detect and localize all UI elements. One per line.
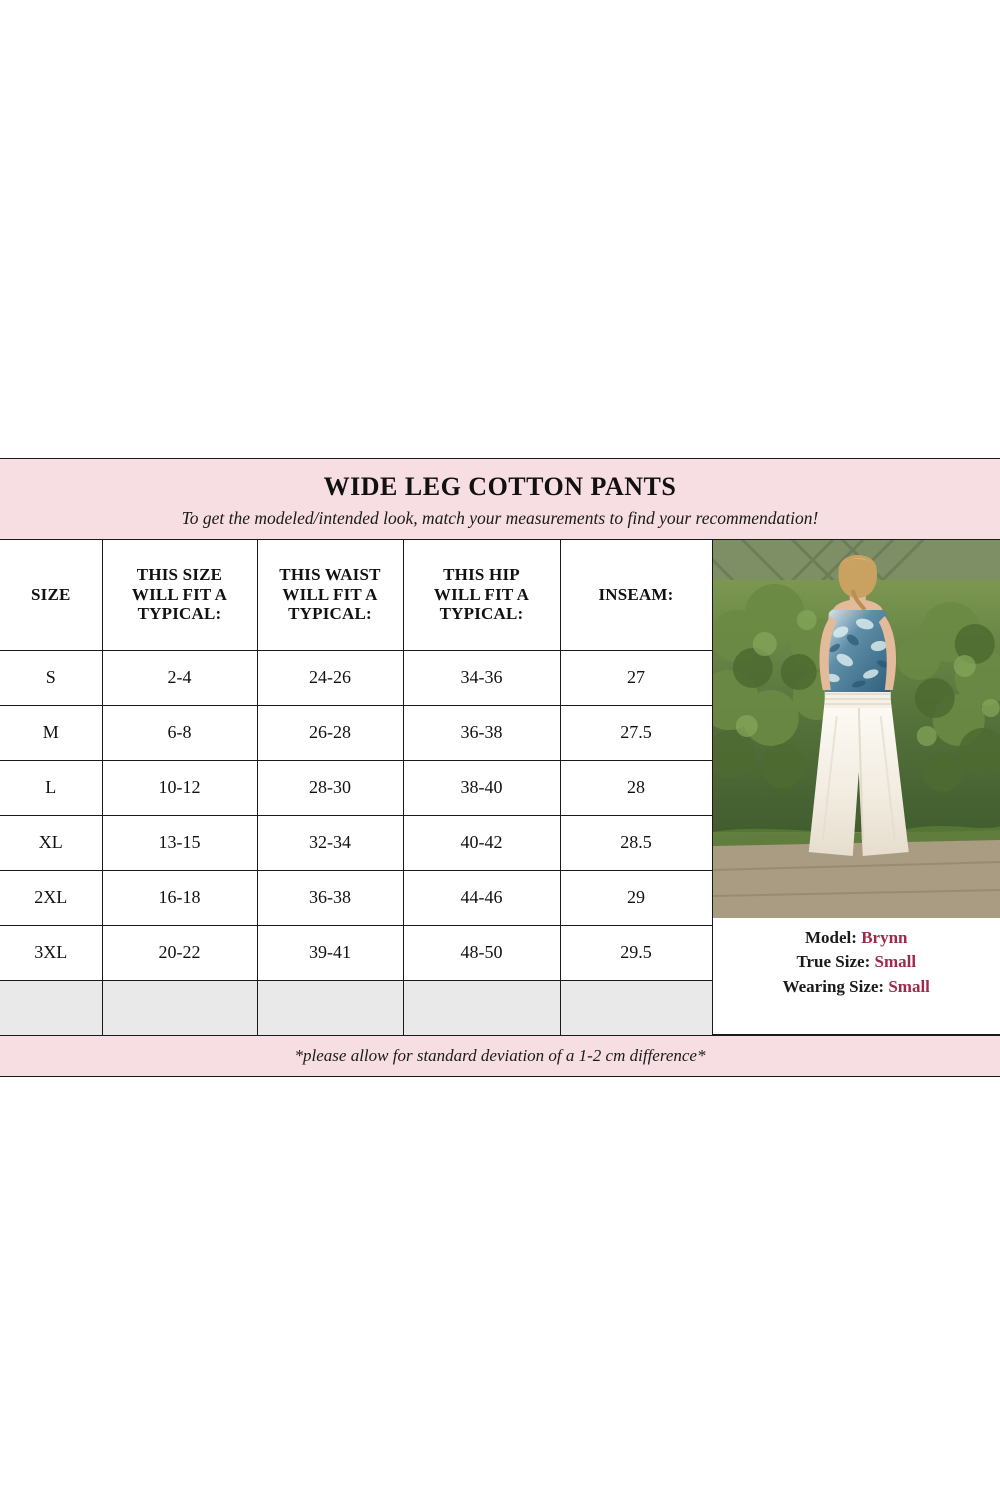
cell-hip: 34-36 [403,650,560,705]
cell-size: 2XL [0,870,102,925]
cell-fit-size: 16-18 [102,870,257,925]
table-row [0,925,712,980]
cell-inseam: 27.5 [560,705,712,760]
model-true-size-value: Small [874,952,917,972]
model-photo-illustration [713,540,1000,918]
column-header-fit-hip-line3: TYPICAL: [439,604,524,624]
cell-inseam: 27 [560,650,712,705]
table-header-row [0,540,712,651]
column-header-fit-size [102,540,257,651]
column-header-fit-waist-line1: THIS WAIST [279,565,381,585]
cell-size: 3XL [0,925,102,980]
column-header-fit-waist-line3: TYPICAL: [288,604,372,624]
model-name-value: Brynn [861,927,908,947]
size-chart-card [0,458,1000,1077]
model-true-size-line [719,950,995,975]
model-wearing-size-value: Small [888,976,930,996]
column-header-fit-hip-line1: THIS HIP [443,565,520,585]
column-header-fit-size-line1: THIS SIZE [136,565,223,585]
table-row [0,760,712,815]
column-header-inseam-label: INSEAM: [598,584,674,604]
cell-waist: 28-30 [257,760,403,815]
cell-size: M [0,705,102,760]
cell-fit-size: 2-4 [102,650,257,705]
cell-size: S [0,650,102,705]
column-header-fit-waist-line2: WILL FIT A [282,584,378,604]
table-row [0,650,712,705]
column-header-size [0,540,102,651]
table-header-row-group [0,540,712,651]
cell-hip: 48-50 [403,925,560,980]
cell-hip: 36-38 [403,705,560,760]
filler-cell [102,980,257,1035]
model-wearing-size-line [719,975,995,1000]
table-row [0,870,712,925]
column-header-size-label: SIZE [30,584,71,604]
filler-cell [257,980,403,1035]
page-title: WIDE LEG COTTON PANTS [323,472,677,501]
size-chart-table [0,540,713,1035]
cell-hip: 40-42 [403,815,560,870]
cell-waist: 36-38 [257,870,403,925]
table-filler-row [0,980,712,1035]
cell-waist: 24-26 [257,650,403,705]
cell-size: XL [0,815,102,870]
cell-fit-size: 6-8 [102,705,257,760]
column-header-fit-size-line3: TYPICAL: [137,604,222,624]
model-true-size-label: True Size: [796,952,871,972]
cell-waist: 26-28 [257,705,403,760]
cell-waist: 32-34 [257,815,403,870]
cell-inseam: 28.5 [560,815,712,870]
cell-fit-size: 10-12 [102,760,257,815]
model-name-line [719,926,995,951]
model-photo [713,540,1000,918]
column-header-fit-waist [257,540,403,651]
column-header-fit-hip-line2: WILL FIT A [433,584,530,604]
cell-inseam: 28 [560,760,712,815]
filler-cell [403,980,560,1035]
table-body [0,650,712,1035]
model-caption [713,918,1000,1034]
table-row [0,705,712,760]
model-wearing-size-label: Wearing Size: [782,976,885,996]
cell-hip: 44-46 [403,870,560,925]
chart-body [0,540,1000,1035]
table-row [0,815,712,870]
filler-cell [560,980,712,1035]
model-panel [713,540,1000,1035]
column-header-fit-hip [403,540,560,651]
cell-hip: 38-40 [403,760,560,815]
cell-waist: 39-41 [257,925,403,980]
column-header-inseam [560,540,712,651]
cell-inseam: 29 [560,870,712,925]
chart-footer-note: *please allow for standard deviation of a 1-2 cm difference* [0,1035,1000,1076]
cell-fit-size: 20-22 [102,925,257,980]
model-name-label: Model: [805,927,857,947]
filler-cell [0,980,102,1035]
chart-subtitle: To get the modeled/intended look, match your measurements to find your recommendation! [181,507,819,528]
cell-size: L [0,760,102,815]
column-header-fit-size-line2: WILL FIT A [131,584,228,604]
chart-header [0,459,1000,540]
cell-fit-size: 13-15 [102,815,257,870]
cell-inseam: 29.5 [560,925,712,980]
